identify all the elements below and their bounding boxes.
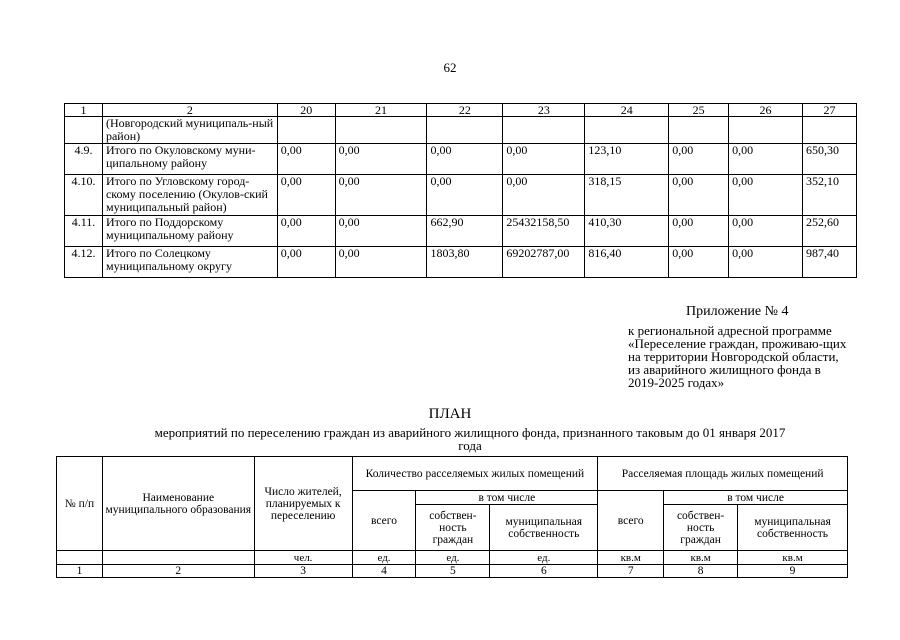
table-cell (503, 117, 585, 144)
col-quantity-including-header: в том числе (416, 491, 598, 505)
unit-cell: ед. (352, 551, 416, 565)
table-cell: 0,00 (729, 216, 803, 247)
table-cell: 25432158,50 (503, 216, 585, 247)
plan-title: ПЛАН (428, 406, 472, 422)
page-number: 62 (443, 60, 457, 75)
table-cell: 0,00 (669, 144, 729, 175)
appendix-subtitle: к региональной адресной программе «Переселение граждан, проживаю-щих на территории Новгородской области, из аварийного жилищного фонда в 2019-2025 годах» (628, 323, 847, 390)
table-cell: 4.10. (65, 175, 103, 216)
header-cell: 26 (729, 104, 803, 117)
table-cell (669, 117, 729, 144)
col-area-municipal-header: муниципальная собственность (738, 505, 848, 551)
table-row (65, 117, 857, 144)
col-area-total-header: всего (598, 491, 664, 551)
table-cell: 0,00 (277, 247, 335, 278)
table-cell: 0,00 (277, 175, 335, 216)
table-row (65, 175, 857, 216)
col-number-cell: 8 (664, 565, 738, 578)
col-area-own-header: собствен-ность граждан (664, 505, 738, 551)
table-cell: Итого по Поддорскому муниципальному району (102, 216, 277, 247)
col-number-cell: 9 (738, 565, 848, 578)
table-cell: 0,00 (669, 175, 729, 216)
table-cell (729, 117, 803, 144)
table-row (65, 216, 857, 247)
table-cell (427, 117, 503, 144)
table-cell: 4.12. (65, 247, 103, 278)
header-cell: 24 (585, 104, 669, 117)
units-row (57, 551, 848, 565)
table-cell: 4.9. (65, 144, 103, 175)
col-number-cell: 3 (254, 565, 352, 578)
col-number-cell: 2 (102, 565, 254, 578)
table-cell: 0,00 (335, 216, 427, 247)
header-cell: 27 (802, 104, 856, 117)
table-cell: 410,30 (585, 216, 669, 247)
col-number-cell: 7 (598, 565, 664, 578)
table-cell (65, 117, 103, 144)
table-cell: 0,00 (277, 144, 335, 175)
table-header-row (65, 104, 857, 117)
plan-table (56, 456, 848, 578)
table-cell: 0,00 (503, 144, 585, 175)
col-area-including-header: в том числе (664, 491, 848, 505)
continuation-table (64, 103, 857, 278)
col-number-cell: 5 (416, 565, 490, 578)
table-cell: 816,40 (585, 247, 669, 278)
table-cell: 0,00 (729, 247, 803, 278)
table-cell: 662,90 (427, 216, 503, 247)
col-quantity-municipal-header: муниципальная собственность (490, 505, 598, 551)
table-cell: (Новгородский муниципаль-ный район) (102, 117, 277, 144)
table-cell: Итого по Угловскому город-скому поселению (Окулов-ский муниципальный район) (102, 175, 277, 216)
col-name-header: Наименование муниципального образования (102, 457, 254, 551)
unit-cell: кв.м (598, 551, 664, 565)
header-cell: 25 (669, 104, 729, 117)
col-quantity-group-header: Количество расселяемых жилых помещений (352, 457, 598, 491)
table-cell: 352,10 (802, 175, 856, 216)
table-cell: 0,00 (335, 247, 427, 278)
table-cell: 0,00 (427, 144, 503, 175)
table-cell: 4.11. (65, 216, 103, 247)
table-cell: 0,00 (335, 175, 427, 216)
column-number-row (57, 565, 848, 578)
col-quantity-own-header: собствен-ность граждан (416, 505, 490, 551)
table-cell: 0,00 (729, 175, 803, 216)
unit-cell: ед. (416, 551, 490, 565)
unit-cell: чел. (254, 551, 352, 565)
plan-subtitle: мероприятий по переселению граждан из аварийного жилищного фонда, признанного таковым до 01 января 2017 года (154, 425, 786, 453)
unit-cell: кв.м (738, 551, 848, 565)
header-cell: 21 (335, 104, 427, 117)
table-cell (585, 117, 669, 144)
table-cell: Итого по Солецкому муниципальному округу (102, 247, 277, 278)
table-cell: 0,00 (277, 216, 335, 247)
table-cell: 318,15 (585, 175, 669, 216)
col-number-header: № п/п (57, 457, 103, 551)
table-cell: 0,00 (503, 175, 585, 216)
table-cell: 650,30 (802, 144, 856, 175)
table-cell: 987,40 (802, 247, 856, 278)
table-cell: 69202787,00 (503, 247, 585, 278)
table-row (65, 144, 857, 175)
col-residents-header: Число жителей, планируемых к переселению (254, 457, 352, 551)
header-cell: 2 (102, 104, 277, 117)
header-cell: 20 (277, 104, 335, 117)
table-cell: 0,00 (669, 247, 729, 278)
col-area-group-header: Расселяемая площадь жилых помещений (598, 457, 848, 491)
table-cell: 0,00 (669, 216, 729, 247)
col-number-cell: 6 (490, 565, 598, 578)
table-cell (335, 117, 427, 144)
table-cell: 0,00 (335, 144, 427, 175)
col-number-cell: 4 (352, 565, 416, 578)
unit-cell: кв.м (664, 551, 738, 565)
header-cell: 22 (427, 104, 503, 117)
col-quantity-total-header: всего (352, 491, 416, 551)
table-cell (277, 117, 335, 144)
table-cell: 252,60 (802, 216, 856, 247)
header-cell: 1 (65, 104, 103, 117)
table-row (65, 247, 857, 278)
table-cell: 123,10 (585, 144, 669, 175)
header-cell: 23 (503, 104, 585, 117)
table-cell (802, 117, 856, 144)
col-number-cell: 1 (57, 565, 103, 578)
table-cell: 1803,80 (427, 247, 503, 278)
unit-cell: ед. (490, 551, 598, 565)
appendix-title: Приложение № 4 (686, 304, 789, 319)
table-cell: 0,00 (427, 175, 503, 216)
table-cell: 0,00 (729, 144, 803, 175)
table-cell: Итого по Окуловскому муни-ципальному району (102, 144, 277, 175)
